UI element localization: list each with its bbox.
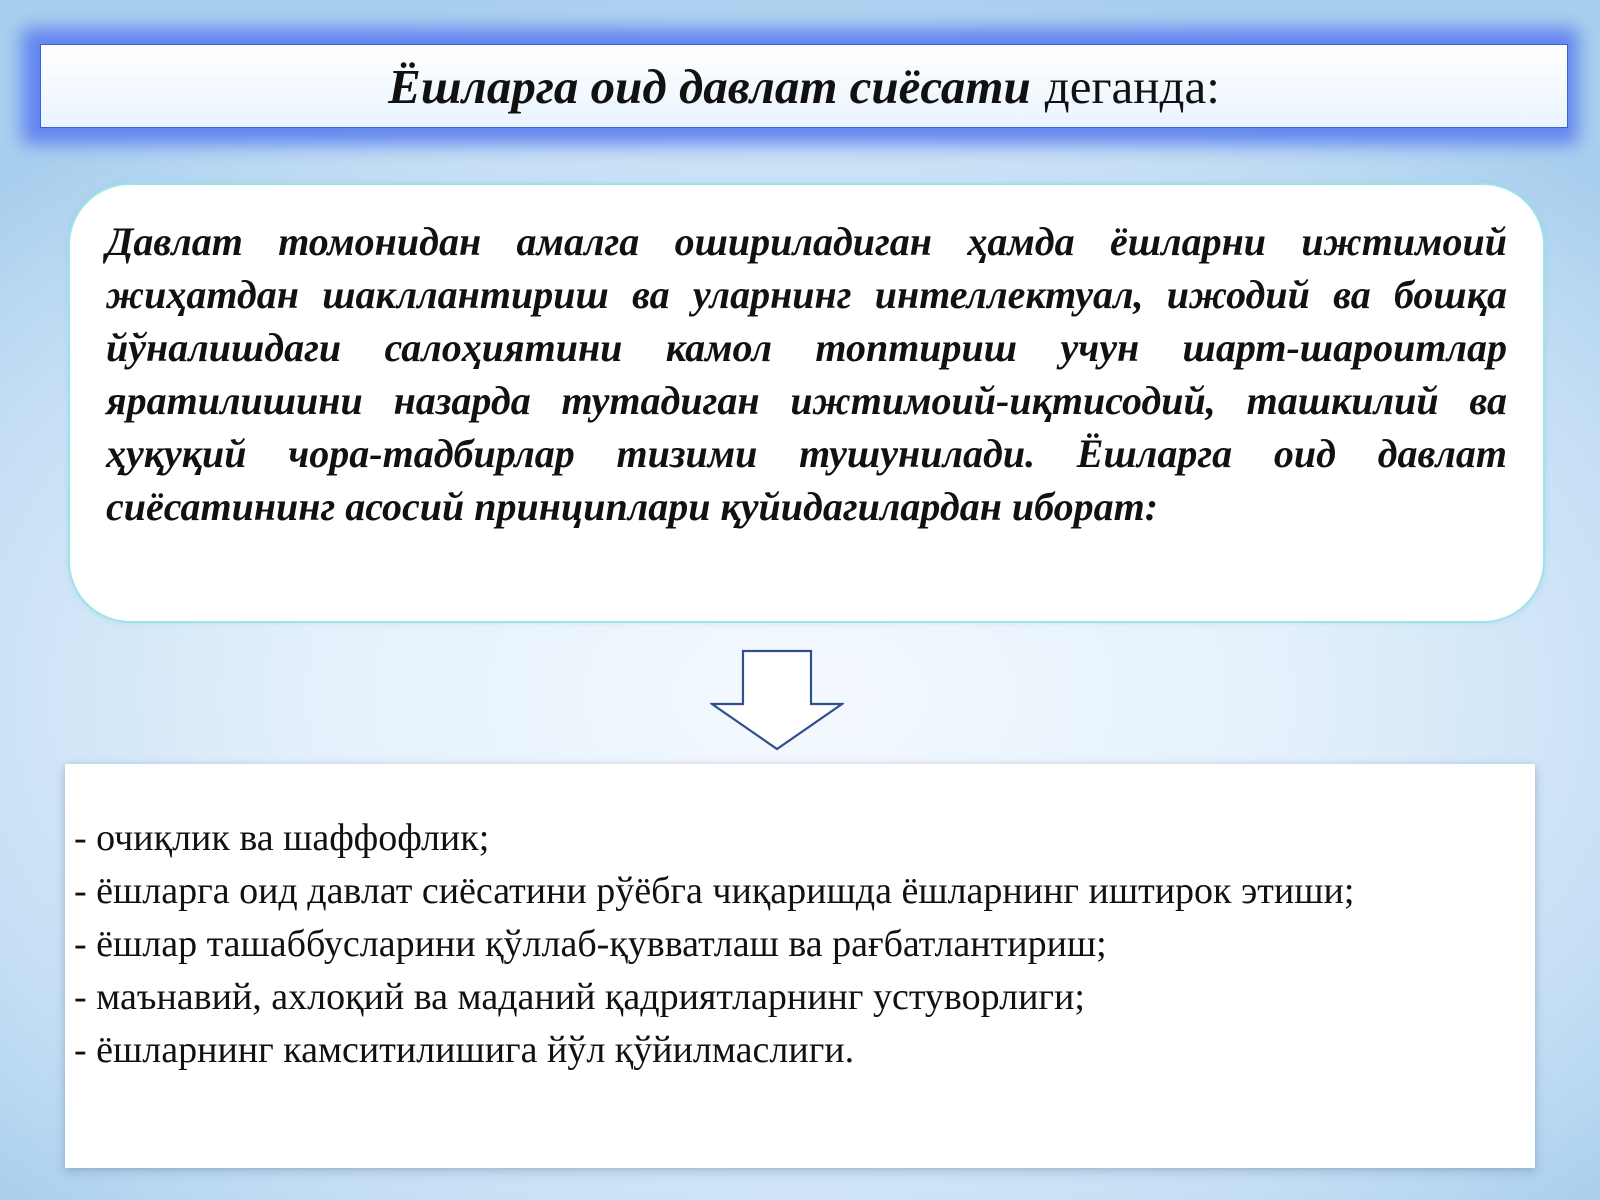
list-item: - очиқлик ва шаффофлик; (74, 817, 490, 859)
list-item: - ёшларга оид давлат сиёсатини рўёбга чиқаришда ёшларнинг иштирок этиши; (74, 870, 1355, 912)
principles-list (74, 812, 1523, 1077)
definition-box (68, 183, 1545, 623)
down-arrow-outline-icon (710, 648, 844, 752)
list-item: - маънавий, ахлоқий ва маданий қадриятларнинг устуворлиги; (74, 976, 1085, 1018)
list-item: - ёшлар ташаббусларини қўллаб-қувватлаш ва рағбатлантириш; (74, 923, 1107, 965)
definition-text: Давлат томонидан амалга ошириладиган ҳамда ёшларни ижтимоий жиҳатдан шакллантириш ва уларнинг интеллектуал, ижодий ва бошқа йўналишдаги салоҳиятини камол топтириш учун шарт-шароитлар яратилишини назарда тутадиган ижтимоий-иқтисодий, ташкилий ва ҳуқуқий чора-тадбирлар тизими тушунилади. Ёшларга оид давлат сиёсатининг асосий принциплари қуйидагилардан иборат: (106, 219, 1507, 529)
title-emphasis: Ёшларга оид давлат сиёсати (388, 58, 1031, 114)
slide-title (40, 44, 1568, 128)
list-item: - ёшларнинг камситилишига йўл қўйилмаслиги. (74, 1029, 855, 1071)
principles-box (65, 764, 1535, 1168)
title-rest: деганда: (1044, 58, 1220, 114)
